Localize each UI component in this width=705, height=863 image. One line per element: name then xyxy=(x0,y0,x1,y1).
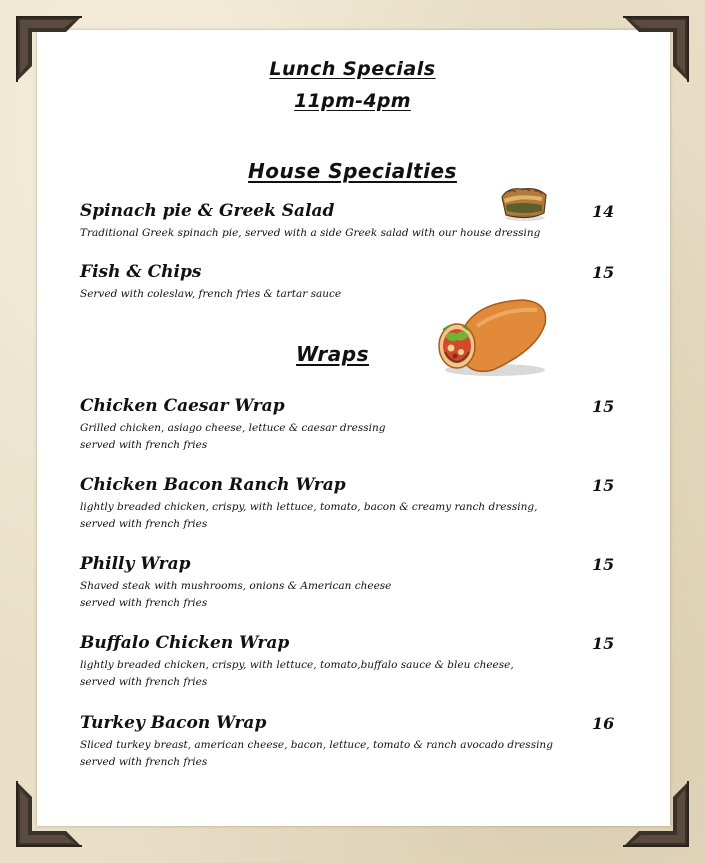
item-price: 16 xyxy=(592,714,615,733)
menu-item xyxy=(80,396,620,454)
item-price: 14 xyxy=(592,202,615,221)
burrito-wrap-icon xyxy=(433,296,551,380)
menu-title: Lunch Specials xyxy=(269,58,436,80)
item-description-line: served with french fries xyxy=(80,676,208,688)
item-description: Traditional Greek spinach pie, served with a side Greek salad with our house dressing xyxy=(80,227,541,239)
item-price: 15 xyxy=(592,263,615,282)
item-description xyxy=(80,578,620,612)
menu-hours: 11pm-4pm xyxy=(294,90,411,112)
item-description xyxy=(80,499,620,533)
item-price: 15 xyxy=(592,397,615,416)
section-title-wraps: Wraps xyxy=(296,342,369,366)
item-price: 15 xyxy=(592,476,615,495)
item-description xyxy=(80,420,620,454)
menu-item xyxy=(80,554,620,612)
item-description-line: Shaved steak with mushrooms, onions & American cheese xyxy=(80,580,392,592)
item-name: Fish & Chips xyxy=(80,262,202,282)
item-price: 15 xyxy=(592,634,615,653)
item-description xyxy=(80,737,620,771)
menu-item xyxy=(80,713,620,771)
section-title-house-specialties: House Specialties xyxy=(248,159,457,183)
photo-corner-icon xyxy=(621,779,691,849)
photo-corner-icon xyxy=(14,779,84,849)
item-description-line: served with french fries xyxy=(80,518,208,530)
item-description-line: served with french fries xyxy=(80,597,208,609)
item-name: Turkey Bacon Wrap xyxy=(80,713,267,733)
item-description xyxy=(80,657,620,691)
menu-item xyxy=(80,475,620,533)
spinach-pie-icon xyxy=(498,183,550,223)
item-name: Chicken Caesar Wrap xyxy=(80,396,285,416)
item-name: Chicken Bacon Ranch Wrap xyxy=(80,475,346,495)
item-name: Philly Wrap xyxy=(80,554,191,574)
item-description-line: served with french fries xyxy=(80,439,208,451)
menu-item xyxy=(80,633,620,691)
item-description-line: Grilled chicken, asiago cheese, lettuce & caesar dressing xyxy=(80,422,386,434)
item-name: Buffalo Chicken Wrap xyxy=(80,633,290,653)
item-description-line: lightly breaded chicken, crispy, with lettuce, tomato, bacon & creamy ranch dressing, xyxy=(80,501,538,513)
item-description-line: served with french fries xyxy=(80,756,208,768)
item-description-line: lightly breaded chicken, crispy, with lettuce, tomato,buffalo sauce & bleu cheese, xyxy=(80,659,514,671)
item-description-line: Sliced turkey breast, american cheese, bacon, lettuce, tomato & ranch avocado dressing xyxy=(80,739,553,751)
item-description: Served with coleslaw, french fries & tartar sauce xyxy=(80,288,342,300)
item-name: Spinach pie & Greek Salad xyxy=(80,201,335,221)
item-price: 15 xyxy=(592,555,615,574)
